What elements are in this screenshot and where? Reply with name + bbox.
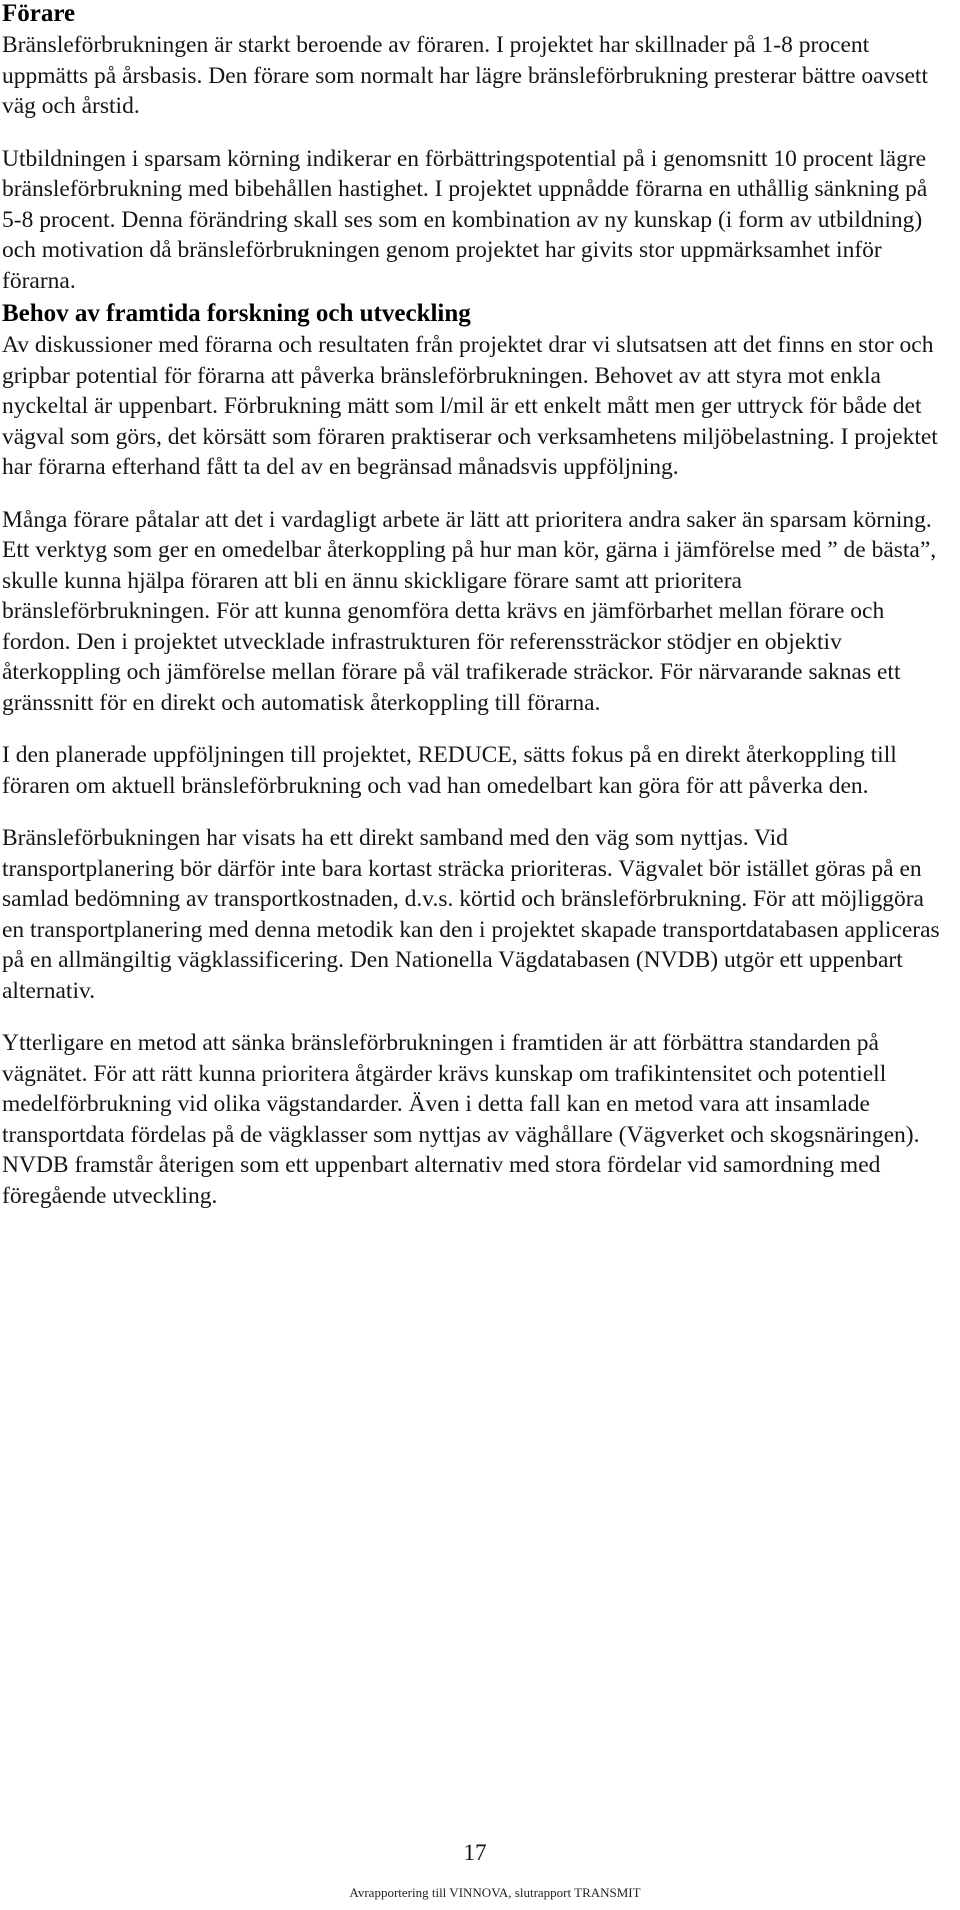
page-body bbox=[2, 0, 952, 1211]
section-heading: Förare bbox=[2, 0, 76, 27]
paragraph: Bränsleförbukningen har visats ha ett direkt samband med den väg som nyttjas. Vid transportplanering bör därför inte bara kortast sträcka prioriteras. Vägvalet bör istället göras på en samlad bedömning av transportkostnaden, d.v.s. körtid och bränsleförbrukning. För att möjliggöra en transportplanering med denna metodik kan den i projektet skapade transportdatabasen appliceras på en allmängiltig vägklassificering. Den Nationella Vägdatabasen (NVDB) utgör ett uppenbart alternativ. bbox=[2, 825, 940, 1004]
paragraph-gap bbox=[2, 1006, 952, 1028]
page-number: 17 bbox=[463, 1840, 487, 1865]
research-heading: Behov av framtida forskning och utveckling bbox=[2, 300, 471, 327]
footer-note: Avrapportering till VINNOVA, slutrapport TRANSMIT bbox=[349, 1885, 641, 1900]
paragraph: Bränsleförbrukningen är starkt beroende av föraren. I projektet har skillnader på 1-8 procent uppmätts på årsbasis. Den förare som normalt har lägre bränsleförbrukning presterar bättre oavsett väg och årstid. bbox=[2, 32, 928, 119]
paragraph: Ytterligare en metod att sänka bränsleförbrukningen i framtiden är att förbättra standarden på vägnätet. För att rätt kunna prioritera åtgärder krävs kunskap om trafikintensitet och potentiell medelförbrukning vid olika vägstandarder. Även i detta fall kan en metod vara att insamlade transportdata fördelas på de vägklasser som nyttjas av väghållare (Vägverket och skogsnäringen). NVDB framstår återigen som ett uppenbart alternativ med stora fördelar vid samordning med föregående utveckling. bbox=[2, 1030, 920, 1209]
paragraph: I den planerade uppföljningen till projektet, REDUCE, sätts fokus på en direkt återkoppling till föraren om aktuell bränsleförbrukning och vad han omedelbart kan göra för att påverka den. bbox=[2, 742, 897, 799]
paragraph: Många förare påtalar att det i vardagligt arbete är lätt att prioritera andra saker än sparsam körning. Ett verktyg som ger en omedelbar återkoppling på hur man kör, gärna i jämförelse med ” de bästa”, skulle kunna hjälpa föraren att bli en ännu skickligare förare samt att prioritera bränsleförbrukningen. För att kunna genomföra detta krävs en jämförbarhet mellan förare och fordon. Den i projektet utvecklade infrastrukturen för referenssträckor stödjer en objektiv återkoppling och jämförelse mellan förare på väl trafikerade sträckor. För närvarande saknas ett gränssnitt för en direkt och automatisk återkoppling till förarna. bbox=[2, 506, 937, 716]
paragraph-gap bbox=[2, 483, 952, 505]
paragraph-gap bbox=[2, 122, 952, 144]
paragraph-gap bbox=[2, 718, 952, 740]
paragraph: Av diskussioner med förarna och resultaten från projektet drar vi slutsatsen att det finns en stor och gripbar potential för förarna att påverka bränsleförbrukningen. Behovet av att styra mot enkla nyckeltal är uppenbart. Förbrukning mätt som l/mil är ett enkelt mått men ger uttryck för både det vägval som görs, det körsätt som föraren praktiserar och verksamhetens miljöbelastning. I projektet har förarna efterhand fått ta del av en begränsad månadsvis uppföljning. bbox=[2, 332, 938, 480]
paragraph: Utbildningen i sparsam körning indikerar en förbättringspotential på i genomsnitt 10 procent lägre bränsleförbrukning med bibehållen hastighet. I projektet uppnådde förarna en uthållig sänkning på 5-8 procent. Denna förändring skall ses som en kombination av ny kunskap (i form av utbildning) och motivation då bränsleförbrukningen genom projektet har givits stor uppmärksamhet inför förarna. bbox=[2, 145, 928, 294]
paragraph-gap bbox=[2, 801, 952, 823]
